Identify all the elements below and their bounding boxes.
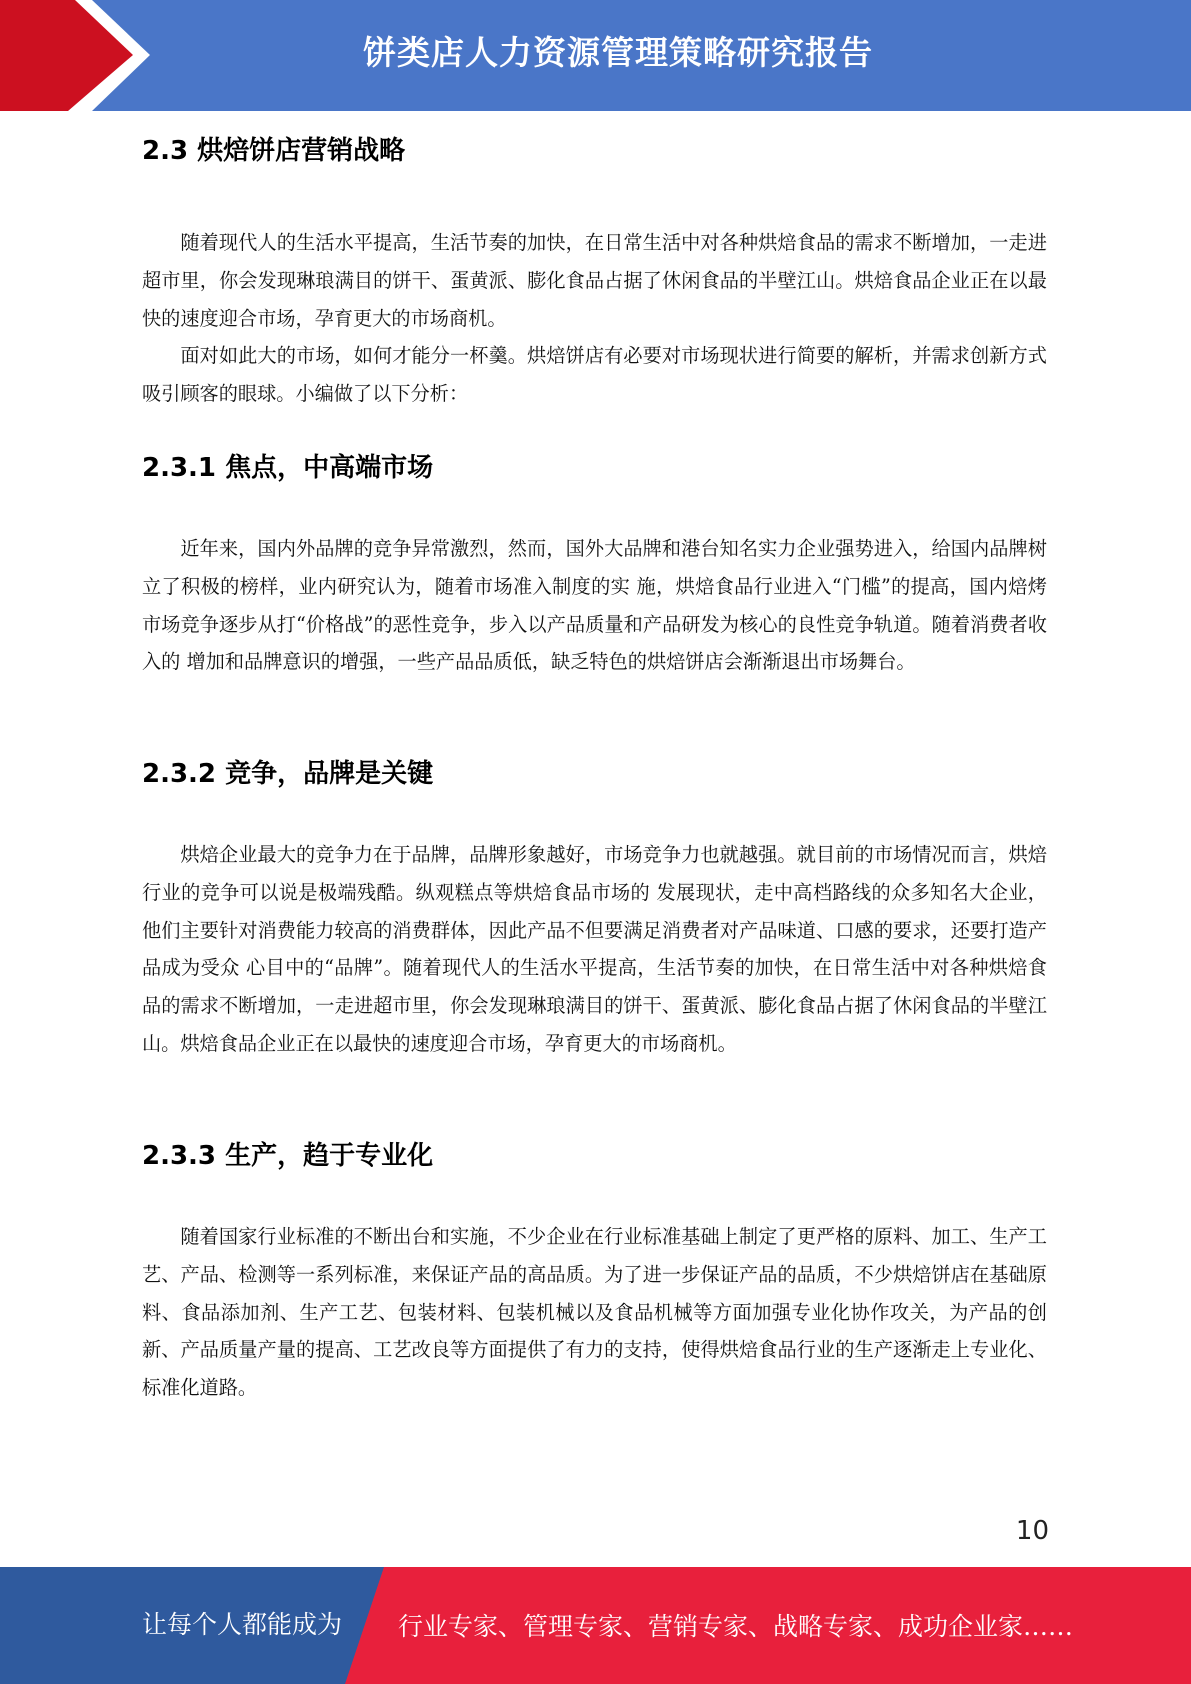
- page-footer: [0, 1567, 1191, 1684]
- footer-slogan-left: 让每个人都能成为: [142, 1610, 343, 1639]
- paragraph: 随着现代人的生活水平提高，生活节奏的加快，在日常生活中对各种烘焙食品的需求不断增加，一走进超市里，你会发现琳琅满目的饼干、蛋黄派、膨化食品占据了休闲食品的半壁江山。烘焙食品企业正在以最快的速度迎合市场，孕育更大的市场商机。: [142, 231, 1047, 330]
- section-heading-2-3-2: 2.3.2 竞争，品牌是关键: [142, 759, 434, 789]
- section-heading-2-3-1: 2.3.1 焦点，中高端市场: [142, 453, 434, 483]
- paragraph: 面对如此大的市场，如何才能分一杯羹。烘焙饼店有必要对市场现状进行简要的解析，并需求创新方式吸引顾客的眼球。小编做了以下分析：: [142, 344, 1047, 405]
- page-header: [0, 0, 1191, 111]
- page-number: 10: [1015, 1516, 1049, 1546]
- footer-slogan-right: 行业专家、管理专家、营销专家、战略专家、成功企业家……: [398, 1612, 1074, 1641]
- section-heading-2-3: 2.3 烘焙饼店营销战略: [142, 136, 406, 166]
- document-title: 饼类店人力资源管理策略研究报告: [363, 33, 873, 72]
- paragraph: 随着国家行业标准的不断出台和实施，不少企业在行业标准基础上制定了更严格的原料、加工、生产工艺、产品、检测等一系列标准，来保证产品的高品质。为了进一步保证产品的品质，不少烘焙饼店在基础原料、食品添加剂、生产工艺、包装材料、包装机械以及食品机械等方面加强专业化协作攻关，为产品的创新、产品质量产量的提高、工艺改良等方面提供了有力的支持，使得烘焙食品行业的生产逐渐走上专业化、标准化道路。: [142, 1225, 1047, 1400]
- paragraph: 烘焙企业最大的竞争力在于品牌，品牌形象越好，市场竞争力也就越强。就目前的市场情况而言，烘焙行业的竞争可以说是极端残酷。纵观糕点等烘焙食品市场的 发展现状，走中高档路线的众多知名大企业，他们主要针对消费能力较高的消费群体，因此产品不但要满足消费者对产品味道、口感的要求，还要打造产品成为受众 心目中的“品牌”。随着现代人的生活水平提高，生活节奏的加快，在日常生活中对各种烘焙食品的需求不断增加，一走进超市里，你会发现琳琅满目的饼干、蛋黄派、膨化食品占据了休闲食品的半壁江山。烘焙食品企业正在以最快的速度迎合市场，孕育更大的市场商机。: [142, 843, 1047, 1055]
- paragraph: 近年来，国内外品牌的竞争异常激烈，然而，国外大品牌和港台知名实力企业强势进入，给国内品牌树立了积极的榜样，业内研究认为，随着市场准入制度的实 施，烘焙食品行业进入“门槛”的提高，国内焙烤市场竞争逐步从打“价格战”的恶性竞争，步入以产品质量和产品研发为核心的良性竞争轨道。随着消费者收入的 增加和品牌意识的增强，一些产品品质低，缺乏特色的烘焙饼店会渐渐退出市场舞台。: [142, 537, 1047, 674]
- section-heading-2-3-3: 2.3.3 生产，趋于专业化: [142, 1141, 434, 1171]
